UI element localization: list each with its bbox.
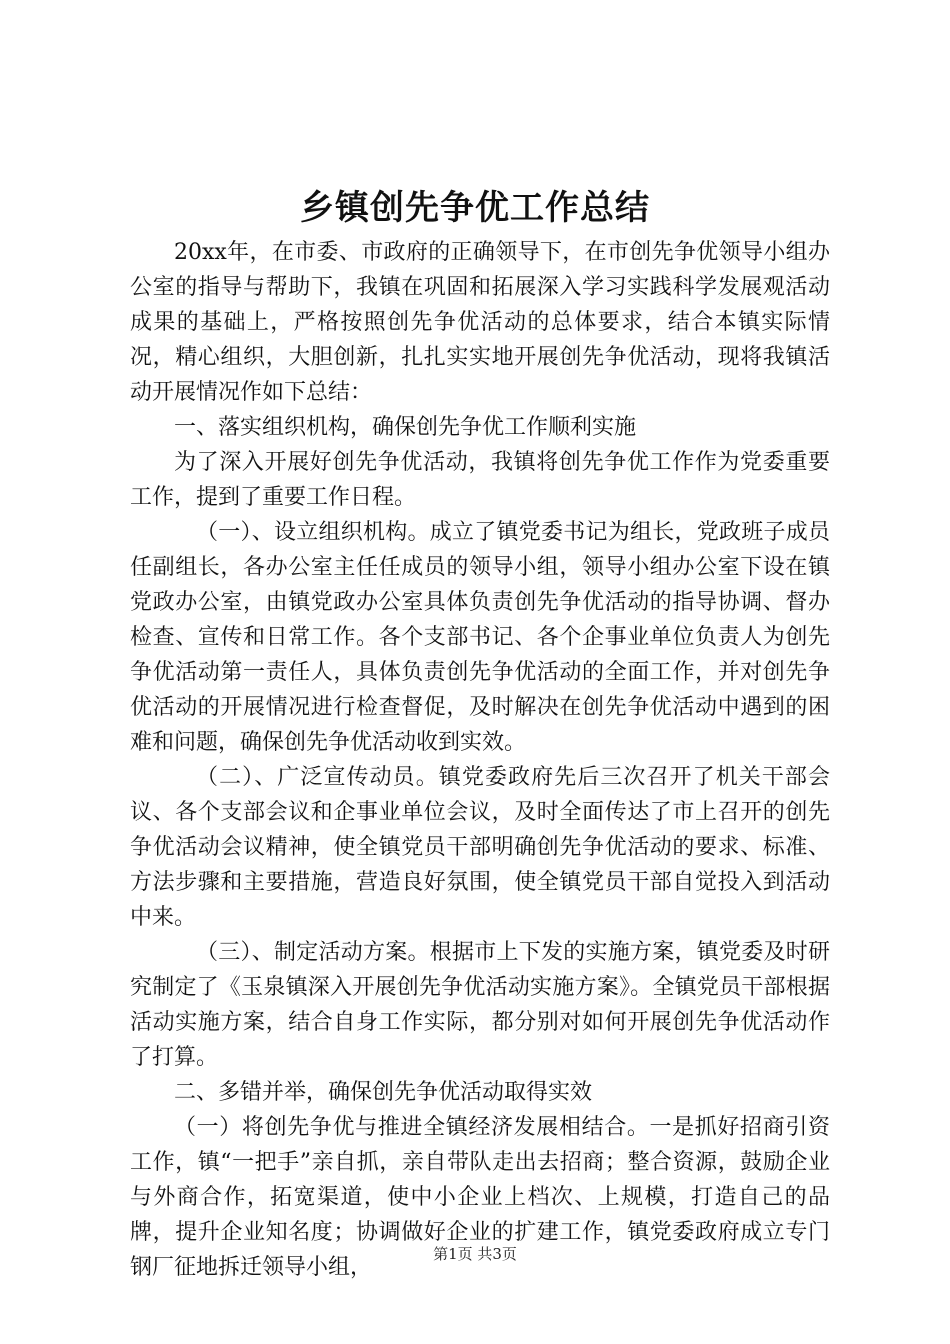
section-heading-2: 二、多错并举，确保创先争优活动取得实效 [174,1080,593,1105]
intro-paragraph: 20xx年，在市委、市政府的正确领导下，在市创先争优领导小组办公室的指导与帮助下，我镇在巩固和拓展深入学习实践科学发展观活动成果的基础上，严格按照创先争优活动的总体要求，结合本镇实际情况，精心组织，大胆创新，扎扎实实地开展创先争优活动，现将我镇活动开展情况作如下总结： [130,240,830,405]
section-2-item-1: （一）将创先争优与推进全镇经济发展相结合。一是抓好招商引资工作，镇“一把手”亲自抓，亲自带队走出去招商；整合资源，鼓励企业与外商合作，拓宽渠道，使中小企业上档次、上规模，打造自己的品牌，提升企业知名度；协调做好企业的扩建工作，镇党委政府成立专门钢厂征地拆迁领导小组， [130,1115,830,1280]
document-title: 乡镇创先争优工作总结 [300,188,650,228]
section-1-item-2: （二）、广泛宣传动员。镇党委政府先后三次召开了机关干部会议、各个支部会议和企事业单位会议，及时全面传达了市上召开的创先争优活动会议精神，使全镇党员干部明确创先争优活动的要求、标准、方法步骤和主要措施，营造良好氛围，使全镇党员干部自觉投入到活动中来。 [130,765,830,930]
section-1-item-1: （一）、设立组织机构。成立了镇党委书记为组长，党政班子成员任副组长，各办公室主任任成员的领导小组，领导小组办公室下设在镇党政办公室，由镇党政办公室具体负责创先争优活动的指导协调、督办检查、宣传和日常工作。各个支部书记、各个企事业单位负责人为创先争优活动第一责任人，具体负责创先争优活动的全面工作，并对创先争优活动的开展情况进行检查督促，及时解决在创先争优活动中遇到的困难和问题，确保创先争优活动收到实效。 [130,520,830,755]
section-1-intro: 为了深入开展好创先争优活动，我镇将创先争优工作作为党委重要工作，提到了重要工作日程。 [130,450,830,510]
section-heading-1: 一、落实组织机构，确保创先争优工作顺利实施 [174,415,637,440]
page-footer: 第1页 共3页 [433,1245,517,1263]
document-body [130,235,830,1285]
section-1-item-3: （三）、制定活动方案。根据市上下发的实施方案，镇党委及时研究制定了《玉泉镇深入开展创先争优活动实施方案》。全镇党员干部根据活动实施方案，结合自身工作实际，都分别对如何开展创先争优活动作了打算。 [130,940,830,1070]
